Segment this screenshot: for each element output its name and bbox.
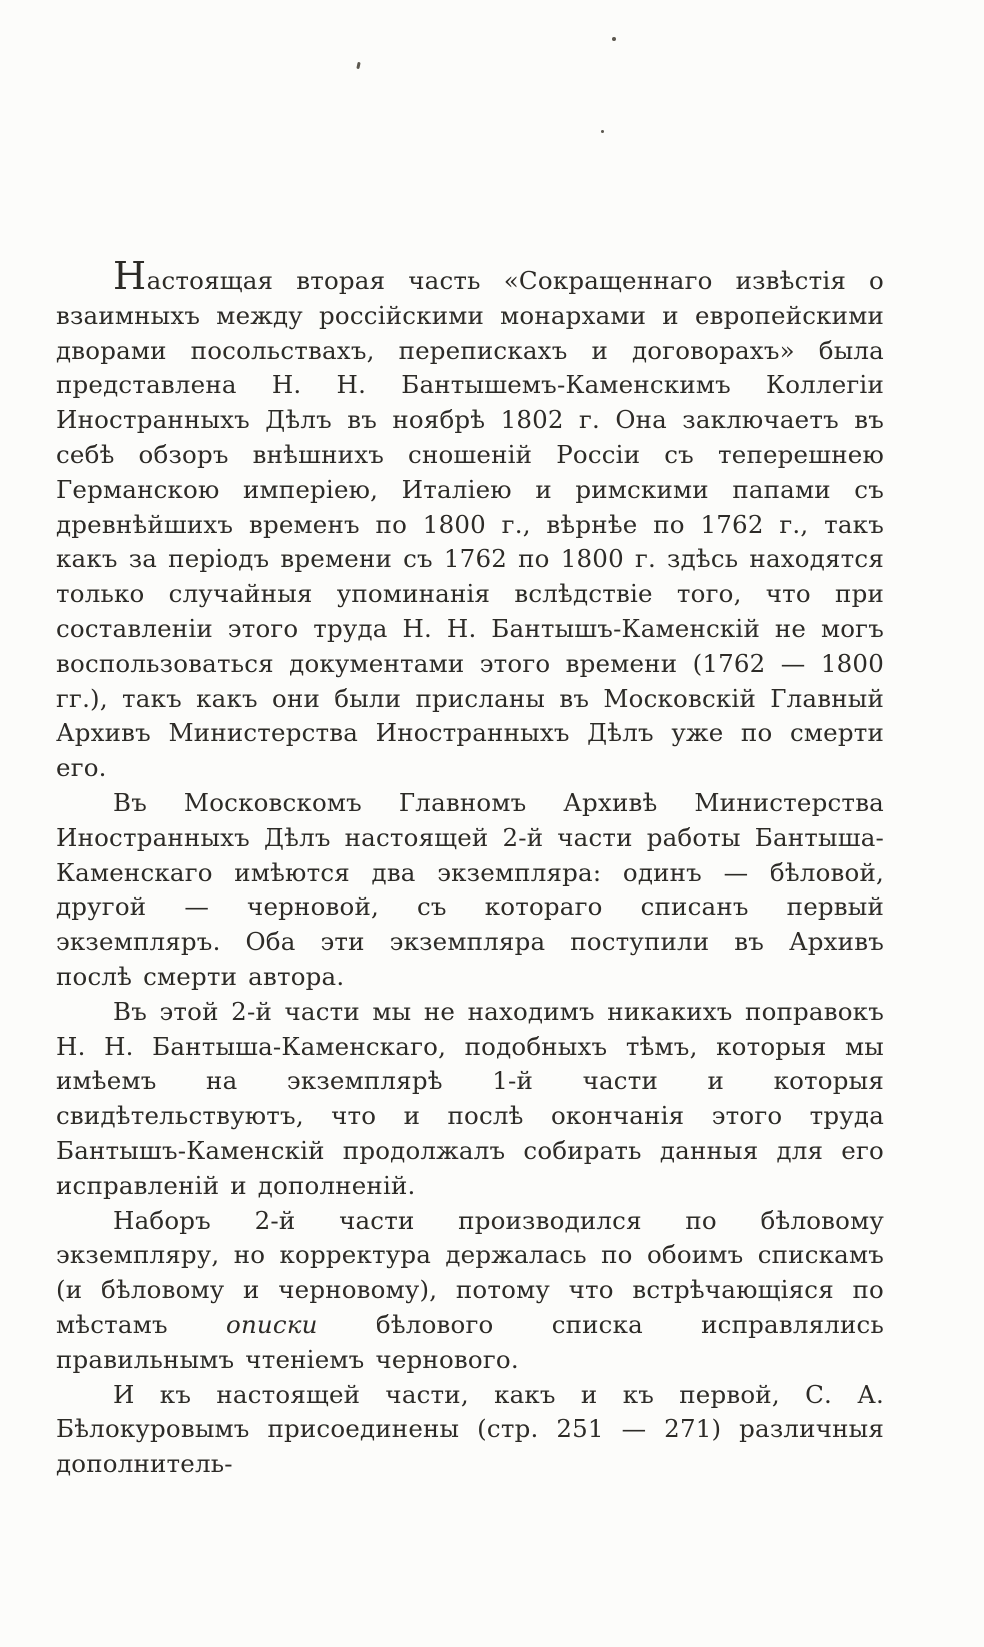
- paragraph-text: Наборъ 2-й части производился по бѣловому экземпляру, но корректура держалась по обоимъ спискамъ (и бѣловому и черновому), потому что встрѣчающіяся по мѣстамъ: [56, 1205, 884, 1339]
- paragraph-1: [56, 254, 884, 786]
- italic-word: описки: [226, 1309, 318, 1339]
- paragraph-2: Въ Московскомъ Главномъ Архивѣ Министерства Иностранныхъ Дѣлъ настоящей 2-й части работы Бантыша-Каменскаго имѣются два экземпляра: одинъ — бѣловой, другой — черновой, съ котораго списанъ первый экземпляръ. Оба эти экземпляра поступили въ Архивъ послѣ смерти автора.: [56, 787, 884, 991]
- paragraph-3: Въ этой 2-й части мы не находимъ никакихъ поправокъ Н. Н. Бантыша-Каменскаго, подобныхъ тѣмъ, которыя мы имѣемъ на экземплярѣ 1-й части и которыя свидѣтельствуютъ, что и послѣ окончанія этого труда Бантышъ-Каменскій продолжалъ собирать данныя для его исправленій и дополненій.: [56, 996, 884, 1200]
- text-block: [56, 254, 884, 1482]
- paragraph-text: бѣлового списка исправлялись правильнымъ чтеніемъ чернового.: [56, 1309, 884, 1374]
- scan-speck: [356, 62, 360, 69]
- paragraph-5: И къ настоящей части, какъ и къ первой, С. А. Бѣлокуровымъ присоединены (стр. 251 — 271) различныя дополнитель-: [56, 1379, 884, 1479]
- scan-speck: [612, 37, 616, 41]
- scan-speck: [601, 130, 604, 133]
- initial-letter: Н: [113, 254, 147, 298]
- paragraph-4: [56, 1204, 884, 1378]
- paragraph-text: астоящая вторая часть «Сокращеннаго извѣстія о взаимныхъ между россійскими монархами и европейскими дворами посольствахъ, перепискахъ и договорахъ» была представлена Н. Н. Бантышемъ-Каменскимъ Коллегіи Иностранныхъ Дѣлъ въ ноябрѣ 1802 г. Она заключаетъ въ себѣ обзоръ внѣшнихъ сношеній Россіи съ теперешнею Германскою имперіею, Италіею и римскими папами съ древнѣйшихъ временъ по 1800 г., вѣрнѣе по 1762 г., такъ какъ за періодъ времени съ 1762 по 1800 г. здѣсь находятся только случайныя упоминанія вслѣдствіе того, что при составленіи этого труда Н. Н. Бантышъ-Каменскій не могъ воспользоваться документами этого времени (1762 — 1800 гг.), такъ какъ они были присланы въ Московскій Главный Архивъ Министерства Иностранныхъ Дѣлъ уже по смерти его.: [56, 266, 884, 783]
